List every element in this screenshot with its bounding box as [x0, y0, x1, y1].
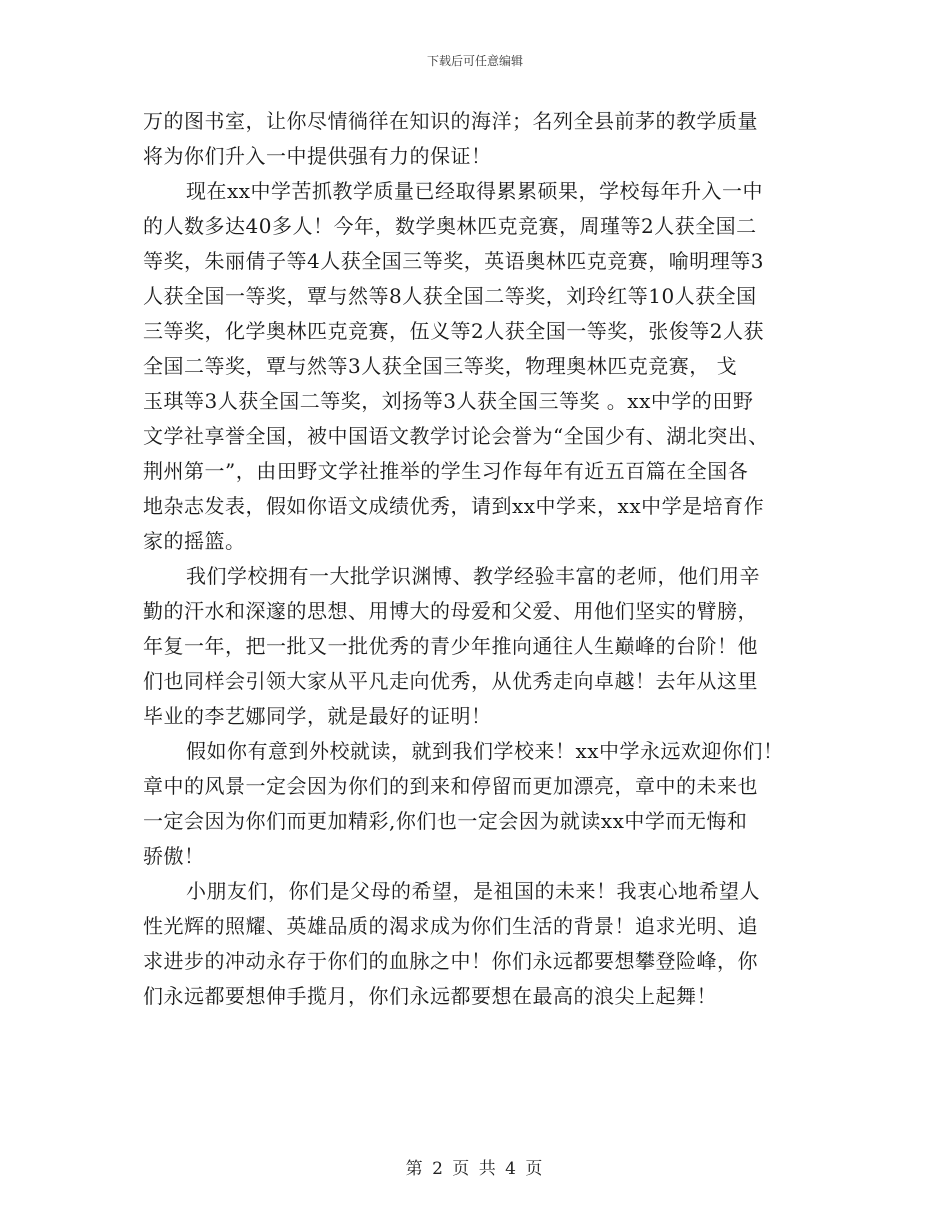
text-line: 们永远都要想伸手揽月，你们永远都要想在最高的浪尖上起舞！ [143, 984, 717, 1008]
text-line: 骄傲！ [143, 844, 205, 868]
text-line: 一定会因为你们而更加精彩,你们也一定会因为就读xx中学而无悔和 [143, 809, 748, 833]
paragraph [143, 104, 813, 174]
text-line: 全国二等奖，覃与然等3人获全国三等奖，物理奥林匹克竞赛， 戈 [143, 354, 738, 378]
text-line: 求进步的冲动永存于你们的血脉之中！你们永远都要想攀登险峰，你 [143, 949, 758, 973]
text-line: 毕业的李艺娜同学，就是最好的证明！ [143, 704, 492, 728]
paragraph [143, 559, 813, 734]
text-line: 现在xx中学苦抓教学质量已经取得累累硕果，学校每年升入一中 [186, 179, 764, 203]
text-line: 小朋友们，你们是父母的希望，是祖国的未来！我衷心地希望人 [186, 879, 760, 903]
text-line: 家的摇篮。 [143, 529, 246, 553]
text-line: 三等奖，化学奥林匹克竞赛，伍义等2人获全国一等奖，张俊等2人获 [143, 319, 764, 343]
text-line: 勤的汗水和深邃的思想、用博大的母爱和父爱、用他们坚实的臂膀， [143, 599, 758, 623]
page-footer: 第 2 页 共 4 页 [405, 1159, 545, 1179]
text-line: 地杂志发表，假如你语文成绩优秀，请到xx中学来，xx中学是培育作 [143, 494, 765, 518]
text-line: 章中的风景一定会因为你们的到来和停留而更加漂亮，章中的未来也 [143, 774, 758, 798]
text-line: 荆州第一”，由田野文学社推举的学生习作每年有近五百篇在全国各 [143, 459, 749, 483]
text-line: 的人数多达40多人！今年，数学奥林匹克竞赛，周瑾等2人获全国二 [143, 214, 757, 238]
text-line: 我们学校拥有一大批学识渊博、教学经验丰富的老师，他们用辛 [186, 564, 760, 588]
paragraph [143, 734, 813, 874]
paragraph [143, 874, 813, 1014]
text-line: 玉琪等3人获全国二等奖，刘扬等3人获全国三等奖 。xx中学的田野 [143, 389, 754, 413]
page-header: 下载后可任意编辑 [426, 54, 523, 68]
text-line: 假如你有意到外校就读，就到我们学校来！xx中学永远欢迎你们！ [186, 739, 784, 763]
text-line: 等奖，朱丽倩子等4人获全国三等奖，英语奥林匹克竞赛，喻明理等3 [143, 249, 764, 273]
text-line: 人获全国一等奖，覃与然等8人获全国二等奖，刘玲红等10人获全国 [143, 284, 757, 308]
text-line: 文学社享誉全国，被中国语文教学讨论会誉为“全国少有、湖北突出、 [143, 424, 769, 448]
text-line: 性光辉的照耀、英雄品质的渴求成为你们生活的背景！追求光明、追 [143, 914, 758, 938]
text-line: 将为你们升入一中提供强有力的保证！ [143, 144, 492, 168]
text-line: 年复一年，把一批又一批优秀的青少年推向通往人生巅峰的台阶！他 [143, 634, 758, 658]
text-line: 们也同样会引领大家从平凡走向优秀，从优秀走向卓越！去年从这里 [143, 669, 758, 693]
document-body [143, 104, 813, 1014]
text-line: 万的图书室，让你尽情徜徉在知识的海洋；名列全县前茅的教学质量 [143, 109, 758, 133]
paragraph [143, 174, 813, 559]
